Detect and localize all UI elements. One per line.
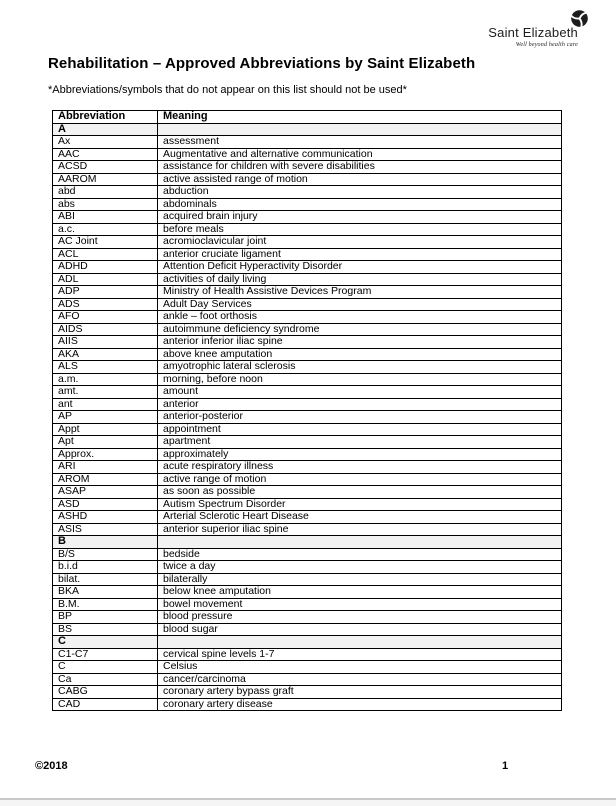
column-header-meaning: Meaning	[158, 111, 562, 124]
table-row	[53, 361, 562, 374]
abbreviation-cell: AAROM	[53, 173, 158, 186]
abbreviation-cell: ant	[53, 398, 158, 411]
meaning-cell: blood pressure	[158, 611, 562, 624]
table-row	[53, 261, 562, 274]
meaning-cell: twice a day	[158, 561, 562, 574]
abbreviation-cell: Approx.	[53, 448, 158, 461]
meaning-cell: abdominals	[158, 198, 562, 211]
logo-wordmark: Saint Elizabeth	[488, 25, 578, 40]
meaning-cell: bedside	[158, 548, 562, 561]
meaning-cell: as soon as possible	[158, 486, 562, 499]
abbreviation-cell: AC Joint	[53, 236, 158, 249]
abbreviation-cell: Apt	[53, 436, 158, 449]
abbreviation-cell: BS	[53, 623, 158, 636]
meaning-cell: Attention Deficit Hyperactivity Disorder	[158, 261, 562, 274]
table-row	[53, 523, 562, 536]
saint-elizabeth-logo	[488, 26, 578, 48]
table-row	[53, 173, 562, 186]
table-row	[53, 373, 562, 386]
table-row	[53, 436, 562, 449]
table-row	[53, 236, 562, 249]
meaning-cell: coronary artery bypass graft	[158, 686, 562, 699]
table-row	[53, 511, 562, 524]
table-row	[53, 198, 562, 211]
abbreviation-cell: ASIS	[53, 523, 158, 536]
meaning-cell: Celsius	[158, 661, 562, 674]
table-row	[53, 223, 562, 236]
abbreviation-cell: amt.	[53, 386, 158, 399]
abbreviation-cell: C	[53, 661, 158, 674]
abbreviation-cell: B/S	[53, 548, 158, 561]
table-row	[53, 211, 562, 224]
section-empty-cell	[158, 636, 562, 649]
table-row	[53, 161, 562, 174]
meaning-cell: activities of daily living	[158, 273, 562, 286]
abbreviation-cell: CAD	[53, 698, 158, 711]
table-row	[53, 586, 562, 599]
abbreviation-cell: AROM	[53, 473, 158, 486]
abbreviation-cell: Ca	[53, 673, 158, 686]
meaning-cell: Ministry of Health Assistive Devices Program	[158, 286, 562, 299]
copyright-text: ©2018	[35, 760, 68, 772]
page-title: Rehabilitation – Approved Abbreviations by Saint Elizabeth	[48, 55, 476, 72]
meaning-cell: below knee amputation	[158, 586, 562, 599]
pinwheel-icon	[570, 9, 589, 28]
table-row	[53, 486, 562, 499]
meaning-cell: acute respiratory illness	[158, 461, 562, 474]
abbreviation-cell: AP	[53, 411, 158, 424]
table-row	[53, 286, 562, 299]
meaning-cell: cervical spine levels 1-7	[158, 648, 562, 661]
abbreviation-cell: abd	[53, 186, 158, 199]
meaning-cell: anterior	[158, 398, 562, 411]
abbreviation-cell: C1-C7	[53, 648, 158, 661]
table-row	[53, 598, 562, 611]
table-row	[53, 461, 562, 474]
abbreviation-cell: ADS	[53, 298, 158, 311]
page-number: 1	[502, 760, 509, 772]
meaning-cell: assessment	[158, 136, 562, 149]
meaning-cell: active assisted range of motion	[158, 173, 562, 186]
table-row	[53, 348, 562, 361]
meaning-cell: before meals	[158, 223, 562, 236]
table-row	[53, 298, 562, 311]
abbreviations-table	[52, 110, 562, 711]
table-row	[53, 423, 562, 436]
table-header-row	[53, 111, 562, 124]
abbreviation-cell: AIIS	[53, 336, 158, 349]
table-row	[53, 686, 562, 699]
usage-note: *Abbreviations/symbols that do not appear on this list should not be used*	[48, 84, 407, 96]
table-row	[53, 398, 562, 411]
table-row	[53, 323, 562, 336]
meaning-cell: Autism Spectrum Disorder	[158, 498, 562, 511]
meaning-cell: morning, before noon	[158, 373, 562, 386]
abbreviation-cell: BP	[53, 611, 158, 624]
abbreviation-cell: CABG	[53, 686, 158, 699]
abbreviation-cell: ADHD	[53, 261, 158, 274]
table-row	[53, 248, 562, 261]
meaning-cell: abduction	[158, 186, 562, 199]
meaning-cell: anterior cruciate ligament	[158, 248, 562, 261]
table-row	[53, 498, 562, 511]
meaning-cell: coronary artery disease	[158, 698, 562, 711]
meaning-cell: amyotrophic lateral sclerosis	[158, 361, 562, 374]
table-row	[53, 186, 562, 199]
abbreviation-cell: a.m.	[53, 373, 158, 386]
abbreviation-cell: ABI	[53, 211, 158, 224]
abbreviation-cell: AAC	[53, 148, 158, 161]
meaning-cell: autoimmune deficiency syndrome	[158, 323, 562, 336]
abbreviation-cell: ACSD	[53, 161, 158, 174]
table-row	[53, 673, 562, 686]
table-row	[53, 273, 562, 286]
table-row	[53, 311, 562, 324]
abbreviation-cell: bilat.	[53, 573, 158, 586]
abbreviation-cell: ASAP	[53, 486, 158, 499]
abbreviation-cell: ADL	[53, 273, 158, 286]
abbreviation-cell: abs	[53, 198, 158, 211]
table-row	[53, 698, 562, 711]
abbreviation-cell: AFO	[53, 311, 158, 324]
meaning-cell: appointment	[158, 423, 562, 436]
meaning-cell: acquired brain injury	[158, 211, 562, 224]
abbreviation-cell: ACL	[53, 248, 158, 261]
meaning-cell: anterior inferior iliac spine	[158, 336, 562, 349]
abbreviation-cell: Appt	[53, 423, 158, 436]
abbreviation-cell: AIDS	[53, 323, 158, 336]
abbreviation-cell: ASD	[53, 498, 158, 511]
table-row	[53, 411, 562, 424]
meaning-cell: assistance for children with severe disabilities	[158, 161, 562, 174]
table-row	[53, 136, 562, 149]
table-row	[53, 448, 562, 461]
table-row	[53, 661, 562, 674]
table-row	[53, 623, 562, 636]
section-letter-cell: C	[53, 636, 158, 649]
abbreviation-cell: a.c.	[53, 223, 158, 236]
column-header-abbreviation: Abbreviation	[53, 111, 158, 124]
meaning-cell: anterior-posterior	[158, 411, 562, 424]
table-row	[53, 573, 562, 586]
table-row	[53, 548, 562, 561]
table-row	[53, 611, 562, 624]
meaning-cell: cancer/carcinoma	[158, 673, 562, 686]
table-row	[53, 386, 562, 399]
meaning-cell: active range of motion	[158, 473, 562, 486]
abbreviation-cell: ASHD	[53, 511, 158, 524]
section-row	[53, 123, 562, 136]
abbreviation-cell: ADP	[53, 286, 158, 299]
abbreviation-cell: ARI	[53, 461, 158, 474]
section-empty-cell	[158, 123, 562, 136]
meaning-cell: Augmentative and alternative communication	[158, 148, 562, 161]
abbreviation-cell: AKA	[53, 348, 158, 361]
meaning-cell: blood sugar	[158, 623, 562, 636]
table-row	[53, 148, 562, 161]
meaning-cell: anterior superior iliac spine	[158, 523, 562, 536]
section-row	[53, 536, 562, 549]
meaning-cell: above knee amputation	[158, 348, 562, 361]
table-row	[53, 473, 562, 486]
abbreviation-cell: Ax	[53, 136, 158, 149]
section-row	[53, 636, 562, 649]
page-bottom-edge	[0, 798, 616, 806]
meaning-cell: Adult Day Services	[158, 298, 562, 311]
meaning-cell: amount	[158, 386, 562, 399]
abbreviation-cell: BKA	[53, 586, 158, 599]
abbreviation-cell: ALS	[53, 361, 158, 374]
meaning-cell: ankle – foot orthosis	[158, 311, 562, 324]
section-empty-cell	[158, 536, 562, 549]
section-letter-cell: A	[53, 123, 158, 136]
meaning-cell: Arterial Sclerotic Heart Disease	[158, 511, 562, 524]
meaning-cell: bilaterally	[158, 573, 562, 586]
meaning-cell: approximately	[158, 448, 562, 461]
abbreviation-cell: B.M.	[53, 598, 158, 611]
logo-tagline: Well beyond health care	[515, 42, 578, 48]
table-row	[53, 561, 562, 574]
abbreviation-cell: b.i.d	[53, 561, 158, 574]
meaning-cell: acromioclavicular joint	[158, 236, 562, 249]
table-row	[53, 336, 562, 349]
meaning-cell: bowel movement	[158, 598, 562, 611]
meaning-cell: apartment	[158, 436, 562, 449]
section-letter-cell: B	[53, 536, 158, 549]
table-row	[53, 648, 562, 661]
